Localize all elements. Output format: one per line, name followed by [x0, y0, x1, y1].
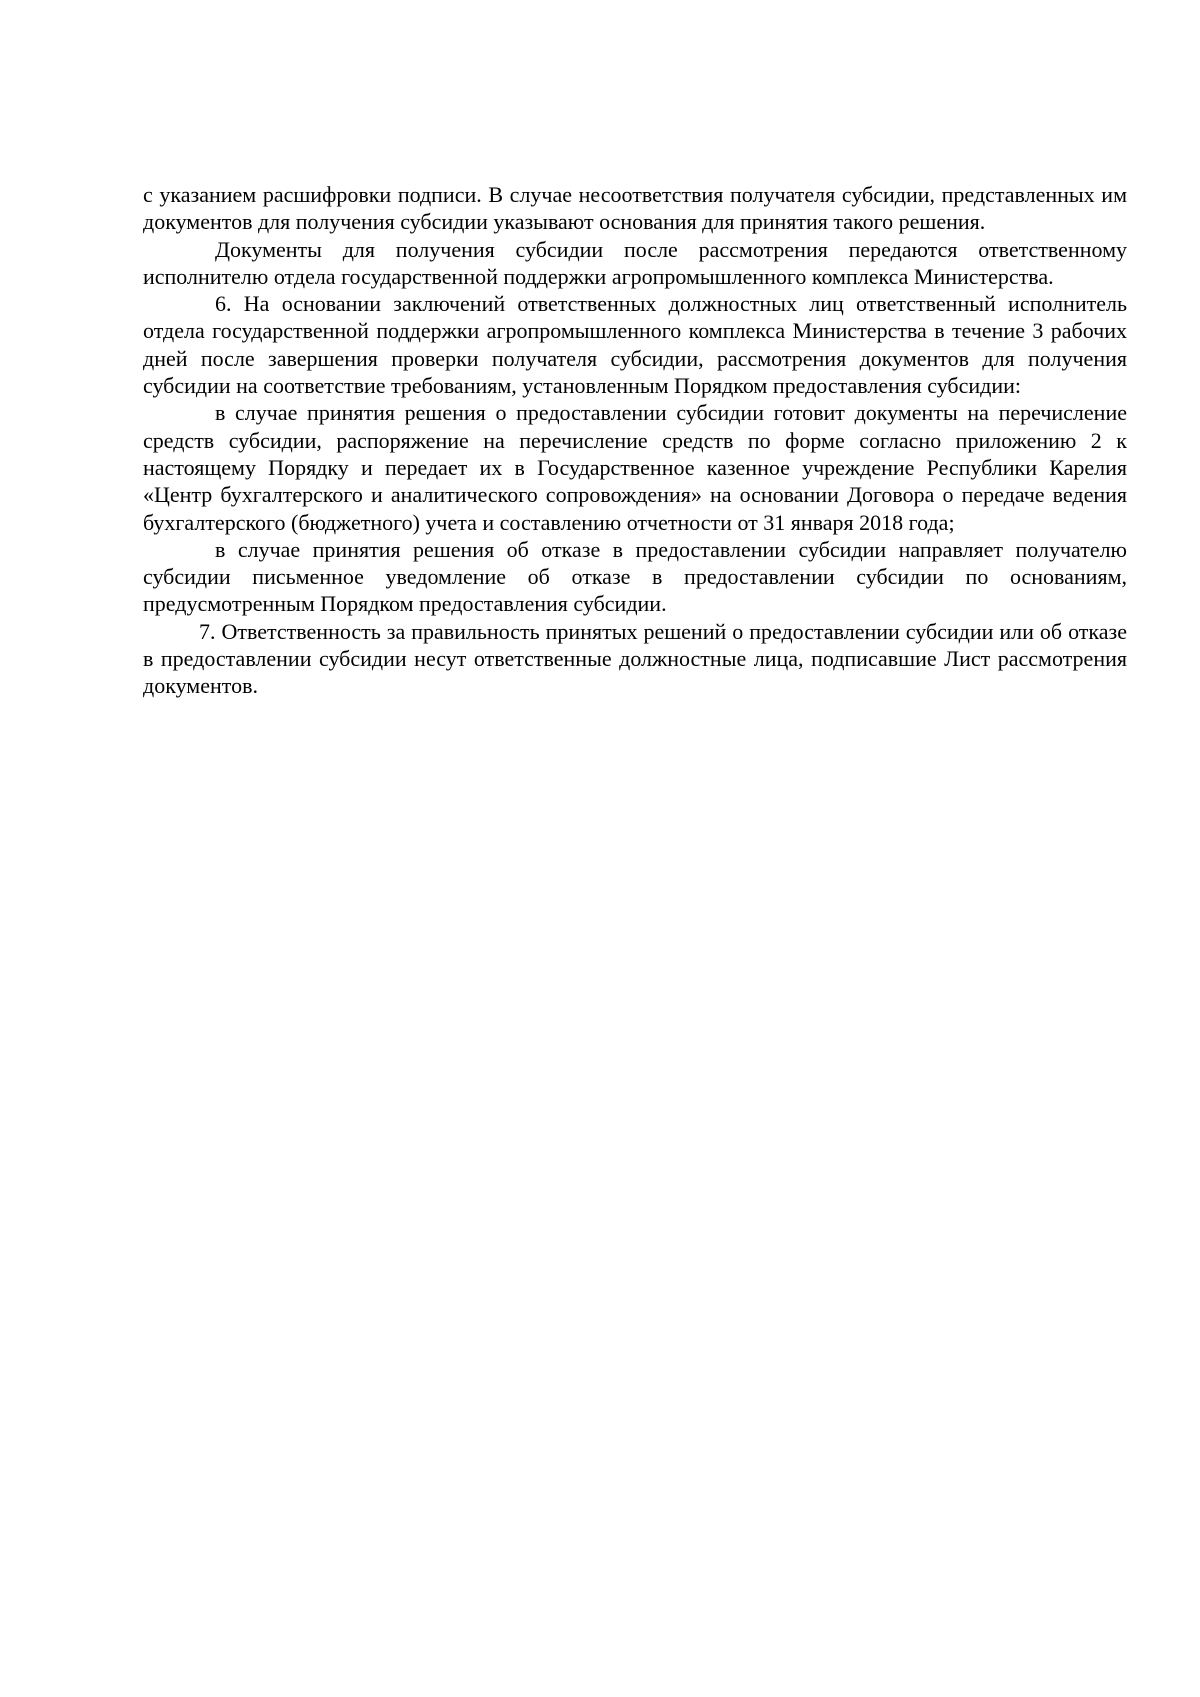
paragraph-signature-decoding: с указанием расшифровки подписи. В случае несоответствия получателя субсидии, представленных им документов для получения субсидии указывают основания для принятия такого решения. — [143, 182, 1127, 235]
paragraph-item-7: 7. Ответственность за правильность принятых решений о предоставлении субсидии или об отказе в предоставлении субсидии несут ответственные должностные лица, подписавшие Лист рассмотрения документов. — [143, 618, 1127, 699]
paragraph-grant-decision: в случае принятия решения о предоставлении субсидии готовит документы на перечисление средств субсидии, распоряжение на перечисление средств по форме согласно приложению 2 к настоящему Порядку и передает их в Государственное казенное учреждение Республики Карелия «Центр бухгалтерского и аналитического сопровождения» на основании Договора о передаче ведения бухгалтерского (бюджетного) учета и составлению отчетности от 31 января 2018 года; — [143, 400, 1127, 535]
paragraph-refusal-decision: в случае принятия решения об отказе в предоставлении субсидии направляет получателю субсидии письменное уведомление об отказе в предоставлении субсидии по основаниям, предусмотренным Порядком предоставления субсидии. — [143, 536, 1127, 617]
paragraph-item-6: 6. На основании заключений ответственных должностных лиц ответственный исполнитель отдела государственной поддержки агропромышленного комплекса Министерства в течение 3 рабочих дней после завершения проверки получателя субсидии, рассмотрения документов для получения субсидии на соответствие требованиям, установленным Порядком предоставления субсидии: — [143, 291, 1127, 399]
document-body — [143, 181, 1127, 700]
paragraph-documents-transfer: Документы для получения субсидии после рассмотрения передаются ответственному исполнителю отдела государственной поддержки агропромышленного комплекса Министерства. — [143, 236, 1127, 289]
